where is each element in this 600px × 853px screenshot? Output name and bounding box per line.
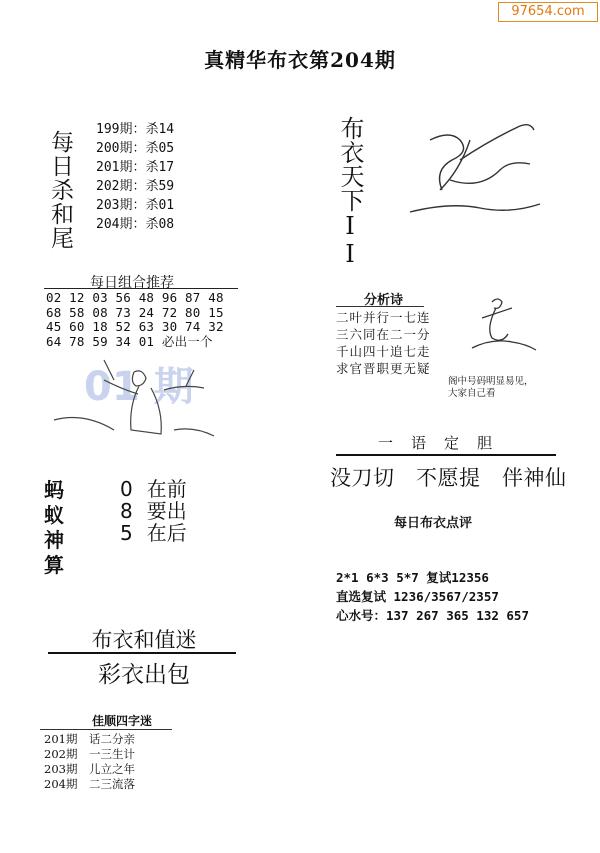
list-item: 204期：杀08 [96, 217, 175, 232]
daily-kill-label: 每日杀和尾 [47, 130, 73, 250]
combo-heading: 每日组合推荐 [90, 275, 174, 291]
poem-note: 阁中号码明显易见， 大家自己看 [448, 376, 534, 399]
list-item: 204期 二三流落 [44, 777, 135, 791]
review-lines [336, 568, 529, 625]
combo-row: 02 12 03 56 48 96 87 48 [46, 290, 224, 305]
list-item: 200期：杀05 [96, 141, 175, 156]
mantis-rows [120, 478, 187, 544]
riddle-answer: 彩衣出包 [98, 662, 190, 688]
tianxia-title: 布衣天下II [336, 116, 364, 268]
list-item: 203期 儿立之年 [44, 762, 135, 776]
combo-numbers [46, 291, 224, 349]
review-heading: 每日布衣点评 [394, 516, 473, 531]
page-title: 真精华布衣第204期 [204, 48, 396, 72]
four-char-list [44, 732, 135, 792]
list-item: 203期：杀01 [96, 198, 175, 213]
list-item: 202期：杀59 [96, 179, 175, 194]
divider [44, 288, 238, 289]
riddle-title: 布衣和值迷 [91, 628, 197, 652]
svg-text:01 期: 01 期 [84, 364, 194, 410]
four-char-heading: 佳顺四字迷 [92, 714, 153, 728]
list-item: 5 在后 [120, 521, 187, 545]
list-item: 199期：杀14 [96, 122, 175, 137]
list-item: 8 要出 [120, 499, 187, 523]
divider [336, 306, 424, 307]
list-item: 0 在前 [120, 477, 187, 501]
review-line: 直选复试 1236/3567/2357 [336, 589, 499, 604]
poem-line: 二叶并行一七连 [336, 310, 431, 325]
mantis-label: 蚂 蚁 神 算 [44, 478, 64, 577]
poem-line: 求官晋职更无疑 [336, 361, 431, 376]
review-line: 2*1 6*3 5*7 复试12356 [336, 570, 489, 585]
poem-lines [336, 309, 431, 377]
divider [48, 652, 236, 654]
divider [40, 729, 172, 730]
combo-row: 45 60 18 52 63 30 74 32 [46, 319, 224, 334]
combo-row: 64 78 59 34 01 必出一个 [46, 333, 213, 349]
poem-line: 千山四十追七走 [336, 344, 431, 359]
review-line: 心水号：137 267 365 132 657 [336, 608, 529, 623]
poem-line: 三六同在二一分 [336, 327, 431, 342]
divider [336, 454, 556, 456]
yiyu-words: 没刀切 不愿提 伴神仙 [330, 466, 567, 490]
daily-kill-list [96, 120, 174, 234]
figure-sketch [462, 292, 542, 362]
list-item: 201期 话二分亲 [44, 732, 135, 746]
scholar-illustration [44, 350, 244, 450]
calligraphy-figure [400, 120, 560, 230]
list-item: 202期 一三生计 [44, 747, 135, 761]
poem-heading: 分析诗 [364, 293, 404, 308]
site-watermark: 97654.com [498, 2, 598, 22]
combo-row: 68 58 08 73 24 72 80 15 [46, 304, 224, 320]
yiyu-heading: 一语定胆 [378, 434, 511, 452]
list-item: 201期：杀17 [96, 160, 175, 175]
